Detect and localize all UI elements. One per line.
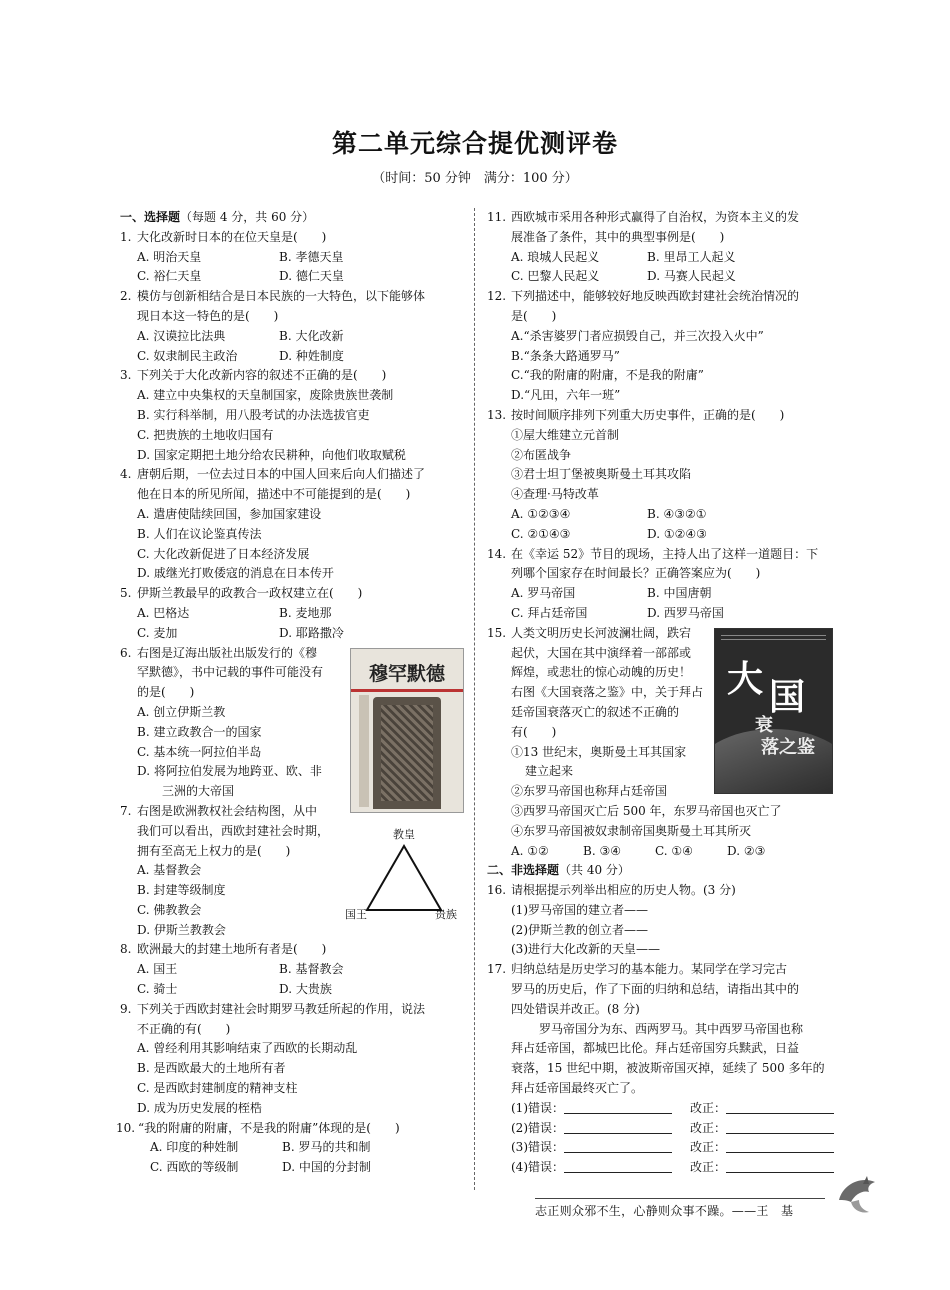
error-blank[interactable] (564, 1140, 672, 1153)
church-structure-diagram (345, 826, 463, 926)
fix-blank[interactable] (726, 1121, 834, 1134)
error-row-1: (1)错误： 改正： (487, 1099, 833, 1119)
question-6: 6. 右图是辽海出版社出版发行的《穆 罕默德》，书中记载的事件可能没有 的是( ) A. 创立伊斯兰教 B. 建立政教合一的国家 C. 基本统一阿拉伯半岛 D. 将阿拉伯发展为地跨亚、欧、非 三洲的大帝国 (120, 645, 324, 799)
section-1-heading: 一、选择题（每题 4 分，共 60 分） (120, 210, 315, 224)
book-cover-muhammad (350, 648, 464, 813)
error-row-2: (2)错误： 改正： (487, 1119, 833, 1139)
question-4: 4. 唐朝后期，一位去过日本的中国人回来后向人们描述了 他在日本的所见所闻，描述中不可能提到的是( ) A. 遣唐使陆续回国，参加国家建设 B. 人们在议论鉴真传法 C. 大化改新促进了日本经济发展 D. 戚继光打败倭寇的消息在日本传开 (120, 467, 426, 581)
column-divider (474, 208, 475, 1190)
book-title-char-2: 国 (769, 677, 806, 718)
fix-blank[interactable] (726, 1140, 834, 1153)
option-b: B. 孝德天皇 (279, 249, 344, 264)
page-title: 第二单元综合提优测评卷 (331, 129, 618, 158)
book-cover-great-powers (714, 628, 833, 794)
dolphin-icon (833, 1170, 883, 1220)
book-side (359, 695, 369, 807)
book-art-pattern (381, 705, 433, 801)
book-title-char-1: 大 (727, 659, 764, 700)
label-king: 国王 (345, 908, 367, 921)
page-subtitle: （时间：50 分钟 满分：100 分） (372, 171, 578, 186)
book-title-rest: 落之鉴 (761, 737, 815, 758)
question-17: 17. 归纳总结是历史学习的基本能力。某同学在学习完古 罗马的历史后，作了下面的归纳和总结，请指出其中的 四处错误并改正。(8 分) 罗马帝国分为东、西两罗马。其中西罗马帝国也称 拜占廷帝国，都城巴比伦。拜占廷帝国穷兵黩武，日益 衰落，15 世纪中期，被波斯帝国灭掉，延续了 500 多年的 拜占廷帝国最终灭亡了。 (1)错误： 改正： (2)错误： 改正： (3)错误： 改正： (4)错误： 改正： (487, 960, 833, 1178)
error-blank[interactable] (564, 1101, 672, 1114)
option-c: C. 裕仁天皇 (137, 269, 202, 284)
label-pope: 教皇 (393, 828, 415, 841)
question-16: 16. 请根据提示列举出相应的历史人物。(3 分) (1)罗马帝国的建立者—— (2)伊斯兰教的创立者—— (3)进行大化改新的天皇—— (487, 883, 736, 957)
error-row-4: (4)错误： 改正： (487, 1158, 833, 1178)
label-noble: 贵族 (435, 908, 457, 921)
question-1: 1. 大化改新时日本的在位天皇是( ) A. 明治天皇 B. 孝德天皇 C. 裕仁天皇 D. 德仁天皇 (120, 228, 463, 287)
error-blank[interactable] (564, 1160, 672, 1173)
question-3: 3. 下列关于大化改新内容的叙述不正确的是( ) A. 建立中央集权的天皇制国家，废除贵族世袭制 B. 实行科举制，用八股考试的办法选拔官吏 C. 把贵族的土地收归国有 D. 国家定期把土地分给农民耕种，向他们收取赋税 (120, 368, 406, 462)
question-5: 5. 伊斯兰教最早的政教合一政权建立在( ) A. 巴格达 B. 麦地那 C. 麦加 D. 耶路撒冷 (120, 586, 363, 640)
book-band (351, 689, 463, 692)
book-header-lines (721, 635, 826, 640)
book-title: 穆罕默德 (368, 663, 445, 685)
question-9: 9. 下列关于西欧封建社会时期罗马教廷所起的作用，说法 不正确的有( ) A. 曾经利用其影响结束了西欧的长期动乱 B. 是西欧最大的土地所有者 C. 是西欧封建制度的精神支柱 D. 成为历史发展的桎梏 (120, 1001, 426, 1115)
fix-blank[interactable] (726, 1101, 834, 1114)
question-2: 2. 模仿与创新相结合是日本民族的一大特色，以下能够体 现日本这一特色的是( ) A. 汉谟拉比法典 B. 大化改新 C. 奴隶制民主政治 D. 种姓制度 (120, 289, 426, 363)
question-8: 8. 欧洲最大的封建土地所有者是( ) A. 国王 B. 基督教会 C. 骑士 D. 大贵族 (120, 942, 344, 997)
option-d: D. 德仁天皇 (279, 269, 344, 284)
question-14: 14. 在《幸运 52》节目的现场，主持人出了这样一道题目：下 列哪个国家存在时间最长？正确答案应为( ) A. 罗马帝国 B. 中国唐朝 C. 拜占廷帝国 D. 西罗马帝国 (487, 546, 819, 620)
question-12: 12. 下列描述中，能够较好地反映西欧封建社会统治情况的 是( ) A.“杀害婆罗门者应损毁自己，并三次投入火中” B.“条条大路通罗马” C.“我的附庸的附庸，不是我的附庸” D.“凡田，六年一班” (487, 289, 800, 403)
question-11: 11. 西欧城市采用各种形式赢得了自治权，为资本主义的发 展准备了条件，其中的典型事例是( ) A. 琅城人民起义 B. 里昂工人起义 C. 巴黎人民起义 D. 马赛人民起义 (487, 210, 800, 284)
book-title-char-3: 衰 (755, 715, 773, 736)
error-row-3: (3)错误： 改正： (487, 1138, 833, 1158)
question-7: 7. 右图是欧洲教权社会结构图，从中 我们可以看出，西欧封建社会时期， 拥有至高无上权力的是( ) A. 基督教会 B. 封建等级制度 C. 佛教教会 D. 伊斯兰教教会 (120, 803, 330, 937)
error-blank[interactable] (564, 1121, 672, 1134)
footer-quote: 志正则众邪不生，心静则众事不躁。——王 基 (535, 1198, 825, 1219)
question-13: 13. 按时间顺序排列下列重大历史事件，正确的是( ) ①屋大维建立元首制 ②布匿战争 ③君士坦丁堡被奥斯曼土耳其攻陷 ④查理·马特改革 A. ①②③④ B. ④③②① C. ②①④③ D. ①②④③ (487, 407, 785, 541)
question-10: 10. “我的附庸的附庸，不是我的附庸”体现的是( ) A. 印度的种姓制 B. 罗马的共和制 C. 西欧的等级制 D. 中国的分封制 (116, 1120, 400, 1175)
option-a: A. 明治天皇 (137, 249, 202, 264)
fix-blank[interactable] (726, 1160, 834, 1173)
question-15: 15. 人类文明历史长河波澜壮阔，跌宕 起伏，大国在其中演绎着一部部或 辉煌，或悲壮的惊心动魄的历史！ 右图《大国衰落之鉴》中，关于拜占 廷帝国衰落灭亡的叙述不正确的 有( ) ①13 世纪末，奥斯曼土耳其国家 建立起来 ②东罗马帝国也称拜占廷帝国 ③西罗马帝国灭亡后 500 年，东罗马帝国也灭亡了 ④东罗马帝国被奴隶制帝国奥斯曼土耳其所灭 A. ①② B. ③④ C. ①④ D. ②③ (487, 625, 782, 858)
section-2-heading: 二、非选择题（共 40 分） (487, 863, 630, 878)
